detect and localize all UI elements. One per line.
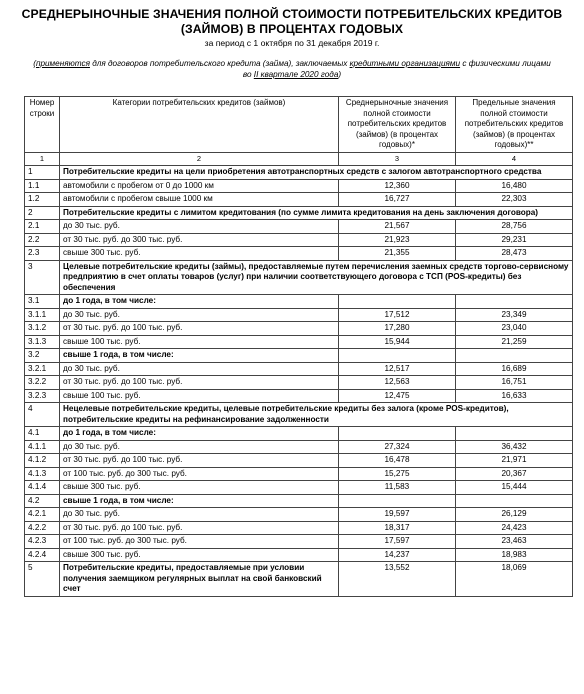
row-category: от 100 тыс. руб. до 300 тыс. руб.: [60, 467, 339, 481]
row-category: свыше 100 тыс. руб.: [60, 389, 339, 403]
applies-part-3: кредитными организациями: [349, 59, 461, 68]
header-max-rate: Предельные значения полной стоимости потребительских кредитов (займов) (в процентах годовых)**: [456, 97, 573, 153]
table-row: [25, 295, 573, 309]
row-average-rate: 16,727: [339, 193, 456, 207]
row-average-rate: 15,944: [339, 335, 456, 349]
applies-part-4: с физическими лицами во: [242, 59, 551, 79]
table-row: [25, 166, 573, 180]
row-average-rate: 21,567: [339, 220, 456, 234]
row-category: свыше 100 тыс. руб.: [60, 335, 339, 349]
row-number: 3.1.2: [25, 322, 60, 336]
header-average-rate: Среднерыночные значения полной стоимости потребительских кредитов (займов) (в процентах годовых)*: [339, 97, 456, 153]
applies-part-1: (применяются: [33, 59, 90, 68]
applies-part-6: ): [338, 70, 342, 79]
row-max-rate: [456, 349, 573, 363]
row-number: 4.2.1: [25, 508, 60, 522]
row-average-rate: [339, 427, 456, 441]
row-number: 4.2.2: [25, 521, 60, 535]
header-category: Категории потребительских кредитов (займов): [60, 97, 339, 153]
row-average-rate: 14,237: [339, 548, 456, 562]
row-average-rate: 27,324: [339, 440, 456, 454]
table-row: [25, 376, 573, 390]
table-row: [25, 308, 573, 322]
row-category: автомобили с пробегом от 0 до 1000 км: [60, 179, 339, 193]
applies-part-5: II квартале 2020 года: [253, 70, 339, 79]
table-row: [25, 233, 573, 247]
table-row: [25, 562, 573, 597]
row-average-rate: 17,512: [339, 308, 456, 322]
row-max-rate: 16,689: [456, 362, 573, 376]
table-row: [25, 206, 573, 220]
row-average-rate: 12,517: [339, 362, 456, 376]
table-row: [25, 467, 573, 481]
header-row-number: Номер строки: [25, 97, 60, 153]
row-number: 3.2.3: [25, 389, 60, 403]
row-average-rate: 17,597: [339, 535, 456, 549]
row-category: от 30 тыс. руб. до 100 тыс. руб.: [60, 454, 339, 468]
row-max-rate: 18,983: [456, 548, 573, 562]
document-title: [0, 7, 584, 37]
row-number: 2.2: [25, 233, 60, 247]
row-average-rate: 21,923: [339, 233, 456, 247]
row-category: Нецелевые потребительские кредиты, целевые потребительские кредиты без залога (кроме POS-кредитов), потребительские кредиты на рефинансирование задолженности: [60, 403, 573, 427]
row-category: от 30 тыс. руб. до 100 тыс. руб.: [60, 521, 339, 535]
title-line-2: (ЗАЙМОВ) В ПРОЦЕНТАХ ГОДОВЫХ: [180, 22, 404, 36]
applies-note: [28, 58, 556, 80]
column-number: 4: [456, 152, 573, 166]
row-number: 4.1.1: [25, 440, 60, 454]
row-average-rate: 21,355: [339, 247, 456, 261]
row-average-rate: [339, 295, 456, 309]
table-row: [25, 193, 573, 207]
row-category: от 100 тыс. руб. до 300 тыс. руб.: [60, 535, 339, 549]
row-average-rate: 11,583: [339, 481, 456, 495]
column-number: 3: [339, 152, 456, 166]
row-number: 1: [25, 166, 60, 180]
row-average-rate: 12,360: [339, 179, 456, 193]
row-max-rate: 23,463: [456, 535, 573, 549]
row-category: до 30 тыс. руб.: [60, 308, 339, 322]
row-number: 2.3: [25, 247, 60, 261]
row-category: до 30 тыс. руб.: [60, 440, 339, 454]
table-row: [25, 427, 573, 441]
row-number: 3: [25, 260, 60, 295]
column-number: 2: [60, 152, 339, 166]
row-category: свыше 300 тыс. руб.: [60, 481, 339, 495]
document-page: [0, 7, 584, 694]
row-max-rate: [456, 494, 573, 508]
table-row: [25, 494, 573, 508]
column-number: 1: [25, 152, 60, 166]
row-category: до 30 тыс. руб.: [60, 220, 339, 234]
row-max-rate: 15,444: [456, 481, 573, 495]
row-max-rate: 28,473: [456, 247, 573, 261]
row-number: 3.2: [25, 349, 60, 363]
row-number: 4.2.4: [25, 548, 60, 562]
row-category: автомобили с пробегом свыше 1000 км: [60, 193, 339, 207]
row-category: свыше 300 тыс. руб.: [60, 247, 339, 261]
row-category: до 1 года, в том числе:: [60, 295, 339, 309]
row-number: 3.1.3: [25, 335, 60, 349]
row-number: 1.2: [25, 193, 60, 207]
row-max-rate: 21,259: [456, 335, 573, 349]
row-max-rate: [456, 295, 573, 309]
row-category: от 30 тыс. руб. до 100 тыс. руб.: [60, 376, 339, 390]
row-max-rate: 20,367: [456, 467, 573, 481]
row-average-rate: 12,475: [339, 389, 456, 403]
row-max-rate: 22,303: [456, 193, 573, 207]
table-row: [25, 454, 573, 468]
table-row: [25, 521, 573, 535]
row-average-rate: 18,317: [339, 521, 456, 535]
row-average-rate: 19,597: [339, 508, 456, 522]
row-max-rate: 26,129: [456, 508, 573, 522]
row-max-rate: 23,040: [456, 322, 573, 336]
table-header-row: [25, 97, 573, 153]
row-number: 4.2.3: [25, 535, 60, 549]
row-category: свыше 1 года, в том числе:: [60, 349, 339, 363]
row-max-rate: [456, 427, 573, 441]
row-average-rate: 13,552: [339, 562, 456, 597]
row-average-rate: [339, 494, 456, 508]
table-row: [25, 220, 573, 234]
row-category: до 30 тыс. руб.: [60, 362, 339, 376]
row-category: до 1 года, в том числе:: [60, 427, 339, 441]
row-max-rate: 36,432: [456, 440, 573, 454]
row-average-rate: 16,478: [339, 454, 456, 468]
row-number: 3.2.2: [25, 376, 60, 390]
title-line-1: СРЕДНЕРЫНОЧНЫЕ ЗНАЧЕНИЯ ПОЛНОЙ СТОИМОСТИ ПОТРЕБИТЕЛЬСКИХ КРЕДИТОВ: [21, 7, 563, 21]
row-max-rate: 29,231: [456, 233, 573, 247]
row-max-rate: 21,971: [456, 454, 573, 468]
table-row: [25, 481, 573, 495]
row-category: до 30 тыс. руб.: [60, 508, 339, 522]
table-row: [25, 362, 573, 376]
row-max-rate: 28,756: [456, 220, 573, 234]
table-row: [25, 440, 573, 454]
row-number: 5: [25, 562, 60, 597]
row-category: от 30 тыс. руб. до 300 тыс. руб.: [60, 233, 339, 247]
row-category: Потребительские кредиты на цели приобретения автотранспортных средств с залогом автотранспортного средства: [60, 166, 573, 180]
row-max-rate: 16,751: [456, 376, 573, 390]
rates-table: [24, 96, 573, 597]
table-row: [25, 247, 573, 261]
period-text: за период с 1 октября по 31 декабря 2019 г.: [204, 38, 380, 48]
row-number: 4.1.3: [25, 467, 60, 481]
row-number: 3.1.1: [25, 308, 60, 322]
row-category: свыше 300 тыс. руб.: [60, 548, 339, 562]
row-average-rate: 17,280: [339, 322, 456, 336]
row-max-rate: 16,633: [456, 389, 573, 403]
applies-part-2: для договоров потребительского кредита (займа), заключаемых: [89, 59, 350, 68]
table-row: [25, 548, 573, 562]
row-number: 1.1: [25, 179, 60, 193]
table-row: [25, 179, 573, 193]
table-row: [25, 389, 573, 403]
row-category: Потребительские кредиты с лимитом кредитования (по сумме лимита кредитования на день заключения договора): [60, 206, 573, 220]
table-row: [25, 260, 573, 295]
row-max-rate: 23,349: [456, 308, 573, 322]
table-row: [25, 403, 573, 427]
row-category: от 30 тыс. руб. до 100 тыс. руб.: [60, 322, 339, 336]
row-max-rate: 24,423: [456, 521, 573, 535]
row-number: 4.1.2: [25, 454, 60, 468]
row-average-rate: 15,275: [339, 467, 456, 481]
row-number: 4.2: [25, 494, 60, 508]
table-row: [25, 335, 573, 349]
row-category: Целевые потребительские кредиты (займы), предоставляемые путем перечисления заемных средств торгово-сервисному предприятию в счет оплаты товаров (услуг) при наличии соответствующего договора с ТСП (POS-кредиты) без обеспечения: [60, 260, 573, 295]
table-row: [25, 508, 573, 522]
row-number: 4.1.4: [25, 481, 60, 495]
row-number: 2: [25, 206, 60, 220]
row-max-rate: 16,480: [456, 179, 573, 193]
row-category: свыше 1 года, в том числе:: [60, 494, 339, 508]
row-number: 4.1: [25, 427, 60, 441]
row-number: 3.2.1: [25, 362, 60, 376]
row-number: 2.1: [25, 220, 60, 234]
row-number: 4: [25, 403, 60, 427]
row-max-rate: 18,069: [456, 562, 573, 597]
row-average-rate: [339, 349, 456, 363]
table-row: [25, 535, 573, 549]
row-category: Потребительские кредиты, предоставляемые при условии получения заемщиком регулярных выплат на свой банковский счет: [60, 562, 339, 597]
row-number: 3.1: [25, 295, 60, 309]
table-row: [25, 322, 573, 336]
table-row: [25, 349, 573, 363]
row-average-rate: 12,563: [339, 376, 456, 390]
column-number-row: [25, 152, 573, 166]
